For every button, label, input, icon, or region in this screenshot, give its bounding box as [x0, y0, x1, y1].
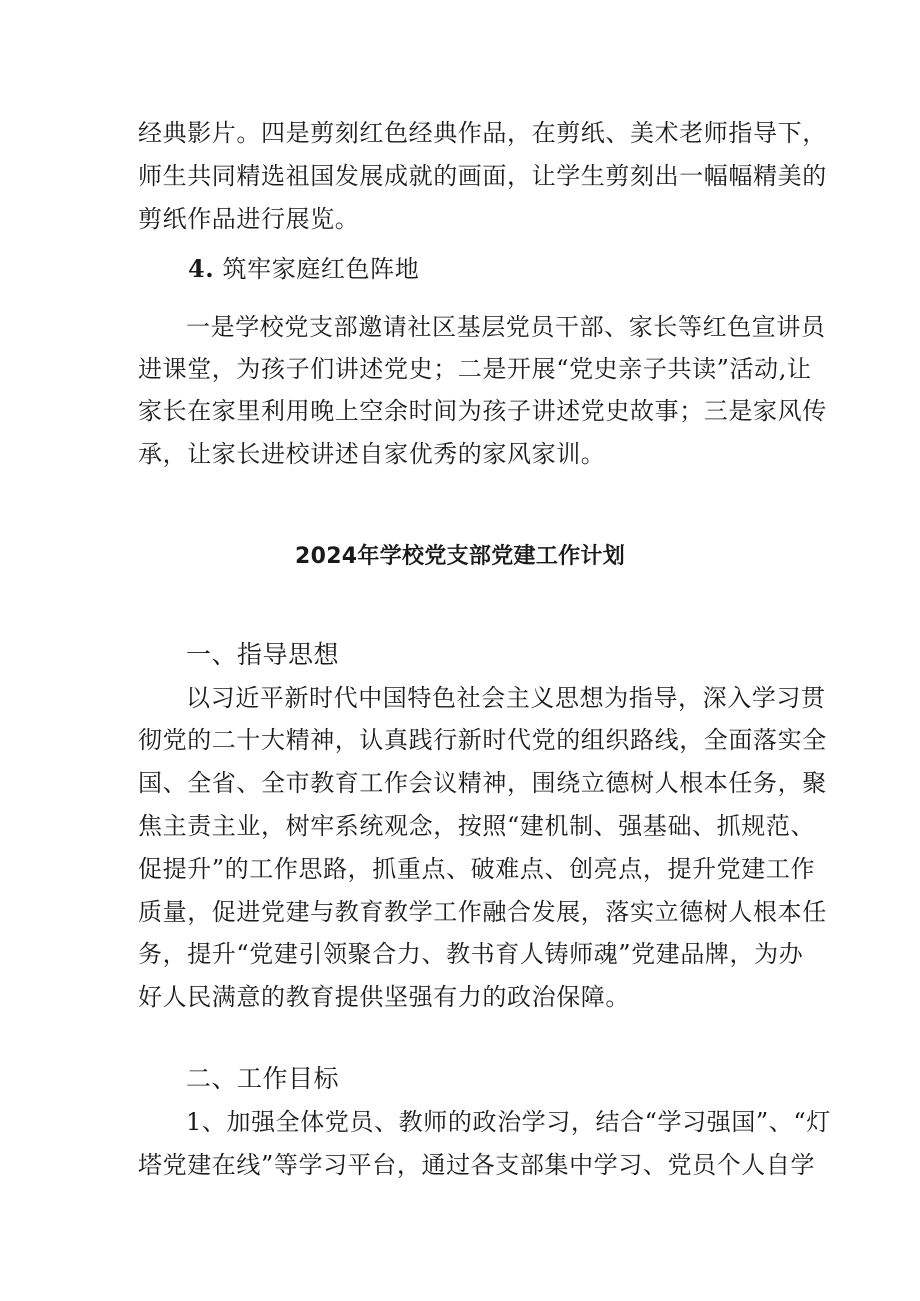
paragraph-line: 务，提升“党建引领聚合力、教书育人铸师魂”党建品牌，为办 — [138, 940, 804, 968]
paragraph-line: 国、全省、全市教育工作会议精神，围绕立德树人根本任务，聚 — [138, 769, 827, 797]
section-heading-guiding-ideology: 一、指导思想 — [186, 640, 340, 669]
paragraph-line: 塔党建在线”等学习平台，通过各支部集中学习、党员个人自学 — [138, 1151, 816, 1179]
sub-heading-number: 4. — [188, 254, 215, 283]
paragraph-line: 经典影片。四是剪刻红色经典作品，在剪纸、美术老师指导下， — [138, 119, 827, 147]
paragraph-line: 焦主责主业，树牢系统观念，按照“建机制、强基础、抓规范、 — [138, 812, 816, 840]
paragraph-line: 师生共同精选祖国发展成就的画面，让学生剪刻出一幅幅精美的 — [138, 162, 827, 190]
paragraph-line: 以习近平新时代中国特色社会主义思想为指导，深入学习贯 — [186, 684, 826, 712]
section-heading-work-goals: 二、工作目标 — [186, 1064, 340, 1093]
paragraph-line: 促提升”的工作思路，抓重点、破难点、创亮点，提升党建工作 — [138, 855, 816, 883]
paragraph-line: 彻党的二十大精神，认真践行新时代党的组织路线，全面落实全 — [138, 726, 827, 754]
sub-heading-text: 筑牢家庭红色阵地 — [222, 255, 420, 283]
paragraph-line: 进课堂，为孩子们讲述党史；二是开展“党史亲子共读”活动,让 — [138, 355, 812, 383]
paragraph-line: 好人民满意的教育提供坚强有力的政治保障。 — [138, 983, 630, 1011]
sub-heading — [188, 254, 419, 284]
paragraph-line: 承，让家长进校讲述自家优秀的家风家训。 — [138, 440, 606, 468]
document-title: 2024年学校党支部党建工作计划 — [294, 544, 626, 569]
paragraph-line: 1、加强全体党员、教师的政治学习，结合“学习强国”、“灯 — [186, 1108, 831, 1136]
paragraph-line: 剪纸作品进行展览。 — [138, 205, 360, 233]
paragraph-line: 家长在家里利用晚上空余时间为孩子讲述党史故事；三是家风传 — [138, 397, 827, 425]
paragraph-line: 一是学校党支部邀请社区基层党员干部、家长等红色宣讲员 — [186, 313, 826, 341]
paragraph-line: 质量，促进党建与教育教学工作融合发展，落实立德树人根本任 — [138, 898, 827, 926]
